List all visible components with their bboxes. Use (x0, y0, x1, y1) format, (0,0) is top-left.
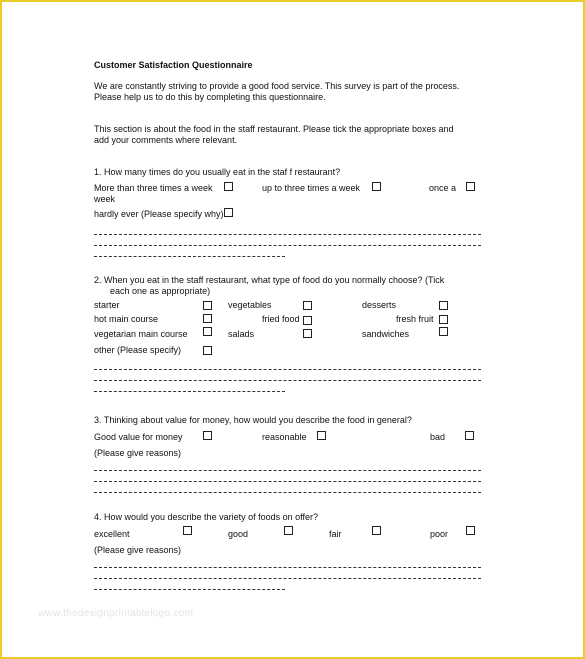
q3-option-reasonable: reasonable (262, 432, 307, 442)
q2-hot-main-course-checkbox[interactable] (203, 314, 212, 323)
q2-option-sandwiches: sandwiches (362, 329, 410, 339)
q1-answer-line[interactable] (94, 256, 285, 257)
q2-desserts-checkbox[interactable] (439, 301, 448, 310)
q3-option-good-value: Good value for money (94, 432, 183, 442)
q1-once-a-week-checkbox[interactable] (466, 182, 475, 191)
q2-other-checkbox[interactable] (203, 346, 212, 355)
q4-good-checkbox[interactable] (284, 526, 293, 535)
q4-excellent-checkbox[interactable] (183, 526, 192, 535)
q4-poor-checkbox[interactable] (466, 526, 475, 535)
q1-hardly-ever-checkbox[interactable] (224, 208, 233, 217)
q4-option-poor: poor (430, 529, 449, 539)
q2-vegetarian-main-checkbox[interactable] (203, 327, 212, 336)
q3-answer-line[interactable] (94, 481, 481, 482)
q2-answer-line[interactable] (94, 369, 481, 370)
q2-fresh-fruit-checkbox[interactable] (439, 315, 448, 324)
q1-up-to-three-checkbox[interactable] (372, 182, 381, 191)
q2-starter-checkbox[interactable] (203, 301, 212, 310)
intro-text-line-2: Please help us to do this by completing this questionnaire. (94, 92, 326, 102)
q3-answer-line[interactable] (94, 492, 481, 493)
document-page (2, 2, 583, 657)
q4-answer-line[interactable] (94, 567, 481, 568)
q4-option-good: good (228, 529, 249, 539)
q4-reasons-label: (Please give reasons) (94, 545, 182, 555)
q3-question: 3. Thinking about value for money, how would you describe the food in general? (94, 415, 412, 425)
q2-option-other: other (Please specify) (94, 345, 182, 355)
q1-answer-line[interactable] (94, 245, 481, 246)
q2-option-fresh-fruit: fresh fruit (396, 314, 434, 324)
q2-question-line-1: 2. When you eat in the staff restaurant, what type of food do you normally choose? (Tick (94, 275, 445, 285)
section-text-line-2: add your comments where relevant. (94, 135, 238, 145)
q4-fair-checkbox[interactable] (372, 526, 381, 535)
q1-option-more-than-three: More than three times a week (94, 183, 213, 193)
q2-option-salads: salads (228, 329, 255, 339)
q2-sandwiches-checkbox[interactable] (439, 327, 448, 336)
q3-answer-line[interactable] (94, 470, 481, 471)
q4-option-fair: fair (329, 529, 342, 539)
q2-option-hot-main-course: hot main course (94, 314, 159, 324)
q1-option-once-a-week: once a (429, 183, 457, 193)
q3-reasons-label: (Please give reasons) (94, 448, 182, 458)
q1-answer-line[interactable] (94, 234, 481, 235)
q4-question: 4. How would you describe the variety of foods on offer? (94, 512, 318, 522)
q4-answer-line[interactable] (94, 578, 481, 579)
q4-answer-line[interactable] (94, 589, 285, 590)
q4-option-excellent: excellent (94, 529, 130, 539)
q2-salads-checkbox[interactable] (303, 329, 312, 338)
q2-option-desserts: desserts (362, 300, 397, 310)
q1-option-once-a-week-wrap: week (94, 194, 116, 204)
q2-question-line-2: each one as appropriate) (110, 286, 211, 296)
q1-more-than-three-checkbox[interactable] (224, 182, 233, 191)
questionnaire-title: Customer Satisfaction Questionnaire (94, 60, 253, 70)
watermark: www.thedesignprintablelogo.com (38, 608, 194, 619)
section-text-line-1: This section is about the food in the staff restaurant. Please tick the appropriate boxes and (94, 124, 454, 134)
q1-option-hardly-ever: hardly ever (Please specify why) (94, 209, 224, 219)
q2-answer-line[interactable] (94, 380, 481, 381)
q1-option-up-to-three: up to three times a week (262, 183, 361, 193)
q2-vegetables-checkbox[interactable] (303, 301, 312, 310)
q2-answer-line[interactable] (94, 391, 285, 392)
q1-question: 1. How many times do you usually eat in the staf f restaurant? (94, 167, 341, 177)
q2-fried-food-checkbox[interactable] (303, 316, 312, 325)
q3-option-bad: bad (430, 432, 446, 442)
q3-reasonable-checkbox[interactable] (317, 431, 326, 440)
q2-option-fried-food: fried food (262, 314, 300, 324)
q3-good-value-checkbox[interactable] (203, 431, 212, 440)
q2-option-starter: starter (94, 300, 120, 310)
intro-text-line-1: We are constantly striving to provide a good food service. This survey is part of the process. (94, 81, 460, 91)
q2-option-vegetables: vegetables (228, 300, 272, 310)
q3-bad-checkbox[interactable] (465, 431, 474, 440)
q2-option-vegetarian-main: vegetarian main course (94, 329, 188, 339)
